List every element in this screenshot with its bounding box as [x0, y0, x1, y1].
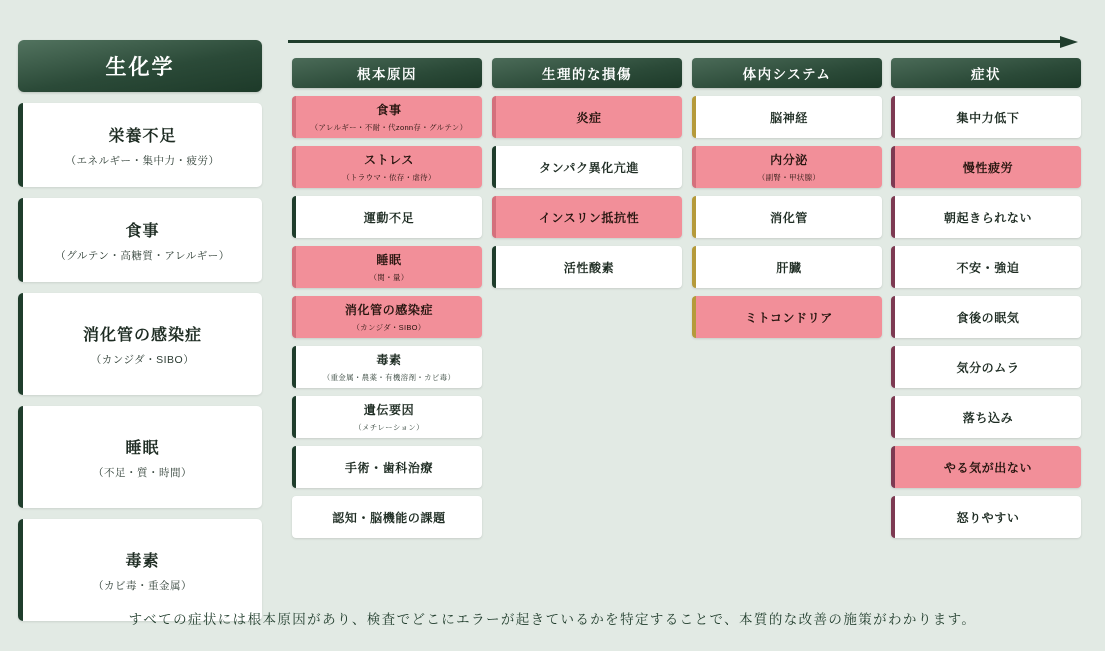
flow-node-title: 怒りやすい — [956, 510, 1020, 525]
flow-node-subtitle: （アレルギー・不耐・代zonn存・グルテン） — [310, 123, 468, 132]
flow-node[interactable] — [292, 346, 482, 388]
flow-node-title: 肝臓 — [776, 260, 802, 275]
flow-node[interactable] — [292, 246, 482, 288]
flow-node-title: 消化管 — [770, 210, 808, 225]
flow-node[interactable] — [891, 446, 1081, 488]
flow-arrow-line — [288, 40, 1060, 43]
biochemistry-card[interactable] — [18, 103, 262, 187]
flow-node-title: 睡眠 — [376, 253, 402, 267]
flow-node[interactable] — [891, 246, 1081, 288]
flow-node[interactable] — [492, 146, 682, 188]
flow-node-subtitle: （トラウマ・依存・虐待） — [342, 173, 436, 182]
flow-column-header: 根本原因 — [292, 58, 482, 88]
flow-node-title: 食後の眠気 — [956, 310, 1020, 325]
flow-node-title: 落ち込み — [962, 410, 1014, 425]
flow-node-subtitle: （カンジダ・SIBO） — [352, 323, 426, 332]
flow-arrow-head — [1060, 36, 1078, 48]
biochemistry-card-subtitle: （グルテン・高糖質・アレルギー） — [55, 249, 230, 262]
biochemistry-panel — [18, 40, 262, 621]
flow-node-title: 認知・脳機能の課題 — [332, 510, 446, 525]
flow-node-title: ストレス — [363, 153, 415, 167]
flow-node-title: やる気が出ない — [943, 460, 1033, 475]
flow-node-title: 消化管の感染症 — [344, 303, 434, 317]
flow-node-title: インスリン抵抗性 — [538, 210, 640, 225]
biochemistry-card-subtitle: （カンジダ・SIBO） — [90, 353, 195, 366]
biochemistry-card-title: 睡眠 — [125, 439, 160, 457]
flow-node[interactable] — [692, 146, 882, 188]
flow-node-title: 集中力低下 — [956, 110, 1020, 125]
flow-node-title: 朝起きられない — [943, 210, 1033, 225]
flow-node[interactable] — [292, 96, 482, 138]
flow-node[interactable] — [292, 496, 482, 538]
flow-node[interactable] — [292, 446, 482, 488]
biochemistry-card-title: 栄養不足 — [108, 127, 177, 145]
flow-node-title: 内分泌 — [770, 153, 808, 167]
flow-column-header: 症状 — [891, 58, 1081, 88]
flow-node[interactable] — [292, 146, 482, 188]
flow-node-title: 不安・強迫 — [956, 260, 1020, 275]
flow-node[interactable] — [292, 396, 482, 438]
biochemistry-card[interactable] — [18, 406, 262, 508]
flow-node-subtitle: （重金属・農薬・有機溶剤・カビ毒） — [322, 373, 456, 382]
biochemistry-card-title: 消化管の感染症 — [82, 326, 202, 344]
flow-node-title: タンパク異化亢進 — [539, 160, 639, 175]
biochemistry-card-subtitle: （エネルギー・集中力・疲労） — [65, 154, 220, 167]
flow-column — [692, 58, 882, 338]
flow-node[interactable] — [891, 146, 1081, 188]
flow-node-title: 遺伝要因 — [363, 403, 415, 417]
biochemistry-card-title: 食事 — [125, 222, 160, 240]
flow-node-title: 毒素 — [376, 353, 402, 367]
flow-node[interactable] — [891, 496, 1081, 538]
biochemistry-card[interactable] — [18, 293, 262, 395]
flow-arrow — [288, 36, 1078, 50]
flow-node-title: ミトコンドリア — [745, 310, 833, 325]
flow-node-title: 運動不足 — [363, 210, 415, 225]
flow-node-title: 慢性疲労 — [962, 160, 1014, 175]
flow-node[interactable] — [492, 96, 682, 138]
biochemistry-card-subtitle: （不足・質・時間） — [93, 466, 192, 479]
flow-node[interactable] — [891, 196, 1081, 238]
flow-node[interactable] — [692, 296, 882, 338]
flow-column-header: 生理的な損傷 — [492, 58, 682, 88]
flow-node[interactable] — [891, 296, 1081, 338]
flow-node-title: 手術・歯科治療 — [344, 460, 434, 475]
flow-node-title: 炎症 — [576, 110, 602, 125]
flow-node[interactable] — [891, 396, 1081, 438]
flow-node-subtitle: （メチレーション） — [354, 423, 424, 432]
flow-node-title: 脳神経 — [770, 110, 808, 125]
flow-node-title: 食事 — [376, 103, 402, 117]
flow-node[interactable] — [891, 96, 1081, 138]
flow-node[interactable] — [292, 196, 482, 238]
flow-column — [292, 58, 482, 538]
flow-node[interactable] — [692, 196, 882, 238]
footer-caption: すべての症状には根本原因があり、検査でどこにエラーが起きているかを特定することで、本質的な改善の施策がわかります。 — [128, 612, 977, 627]
flow-node[interactable] — [492, 246, 682, 288]
flow-node[interactable] — [891, 346, 1081, 388]
flow-node[interactable] — [492, 196, 682, 238]
flow-node-subtitle: （副腎・甲状腺） — [757, 173, 821, 182]
biochemistry-header: 生化学 — [18, 40, 262, 92]
flow-node[interactable] — [292, 296, 482, 338]
flow-column — [492, 58, 682, 288]
biochemistry-card-list — [18, 103, 262, 621]
biochemistry-card[interactable] — [18, 198, 262, 282]
flow-node-subtitle: （関・量） — [369, 273, 409, 282]
biochemistry-card-subtitle: （カビ毒・重金属） — [93, 579, 192, 592]
biochemistry-card[interactable] — [18, 519, 262, 621]
flow-node[interactable] — [692, 96, 882, 138]
flow-node-title: 気分のムラ — [956, 360, 1020, 375]
flow-column — [891, 58, 1081, 538]
flow-node[interactable] — [692, 246, 882, 288]
flow-node-title: 活性酸素 — [563, 260, 615, 275]
biochemistry-card-title: 毒素 — [125, 552, 160, 570]
flow-column-header: 体内システム — [692, 58, 882, 88]
